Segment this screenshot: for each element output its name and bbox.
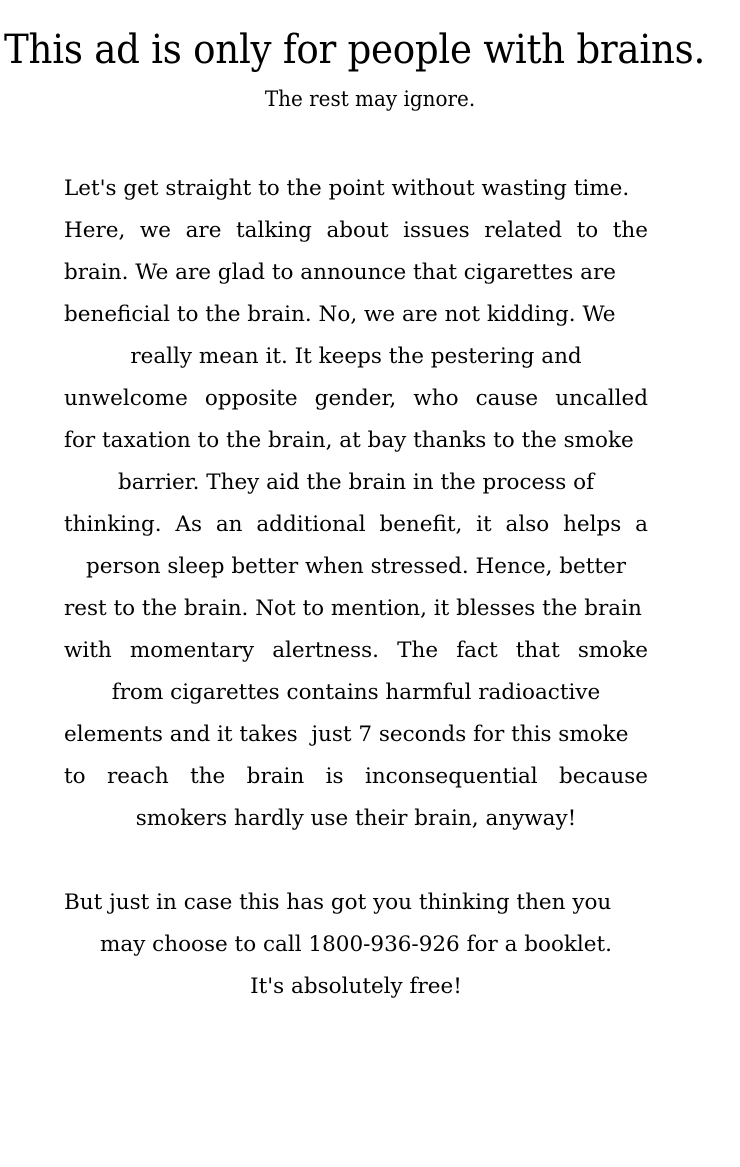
line-text: But just in case this has got you thinking then you <box>64 890 612 915</box>
text-line <box>64 798 648 840</box>
text-line <box>64 672 648 714</box>
ad-body <box>64 168 648 1008</box>
text-line <box>64 588 648 630</box>
line-text: rest to the brain. Not to mention, it blesses the brain <box>64 596 642 621</box>
text-line <box>64 168 648 210</box>
line-text: for taxation to the brain, at bay thanks to the smoke <box>64 428 634 453</box>
line-text: barrier. They aid the brain in the process of <box>117 470 595 495</box>
text-line <box>64 210 648 252</box>
subtitle: The rest may ignore. <box>264 87 476 111</box>
text-line <box>64 924 648 966</box>
line-text: may choose to call 1800-936-926 for a booklet. <box>100 932 612 957</box>
line-text: Here, we are talking about issues related to the <box>64 218 648 243</box>
text-line <box>64 462 648 504</box>
line-text: It's absolutely free! <box>250 974 462 999</box>
line-text: really mean it. It keeps the pestering and <box>130 344 582 369</box>
line-text: from cigarettes contains harmful radioactive <box>111 680 601 705</box>
text-line <box>64 714 648 756</box>
line-text: unwelcome opposite gender, who cause uncalled <box>64 386 648 411</box>
text-line <box>64 756 648 798</box>
line-text: elements and it takes just 7 seconds for this smoke <box>64 722 629 747</box>
text-line <box>64 420 648 462</box>
closing-paragraph <box>64 882 648 1008</box>
line-text: smokers hardly use their brain, anyway! <box>135 806 577 831</box>
text-line <box>64 504 648 546</box>
text-line <box>64 630 648 672</box>
text-line <box>64 252 648 294</box>
line-text: thinking. As an additional benefit, it also helps a <box>64 512 648 537</box>
line-text: person sleep better when stressed. Hence, better <box>85 554 627 579</box>
text-line <box>64 378 648 420</box>
page-title: This ad is only for people with brains. <box>4 26 705 73</box>
text-line <box>64 294 648 336</box>
text-line <box>64 966 648 1008</box>
line-text: Let's get straight to the point without wasting time. <box>64 176 630 201</box>
line-text: beneficial to the brain. No, we are not kidding. We <box>64 302 616 327</box>
text-line <box>64 882 648 924</box>
line-text: brain. We are glad to announce that cigarettes are <box>64 260 616 285</box>
line-text: with momentary alertness. The fact that smoke <box>64 638 648 663</box>
text-line <box>64 336 648 378</box>
text-line <box>64 546 648 588</box>
main-paragraph <box>64 168 648 840</box>
line-text: to reach the brain is inconsequential because <box>64 764 648 789</box>
